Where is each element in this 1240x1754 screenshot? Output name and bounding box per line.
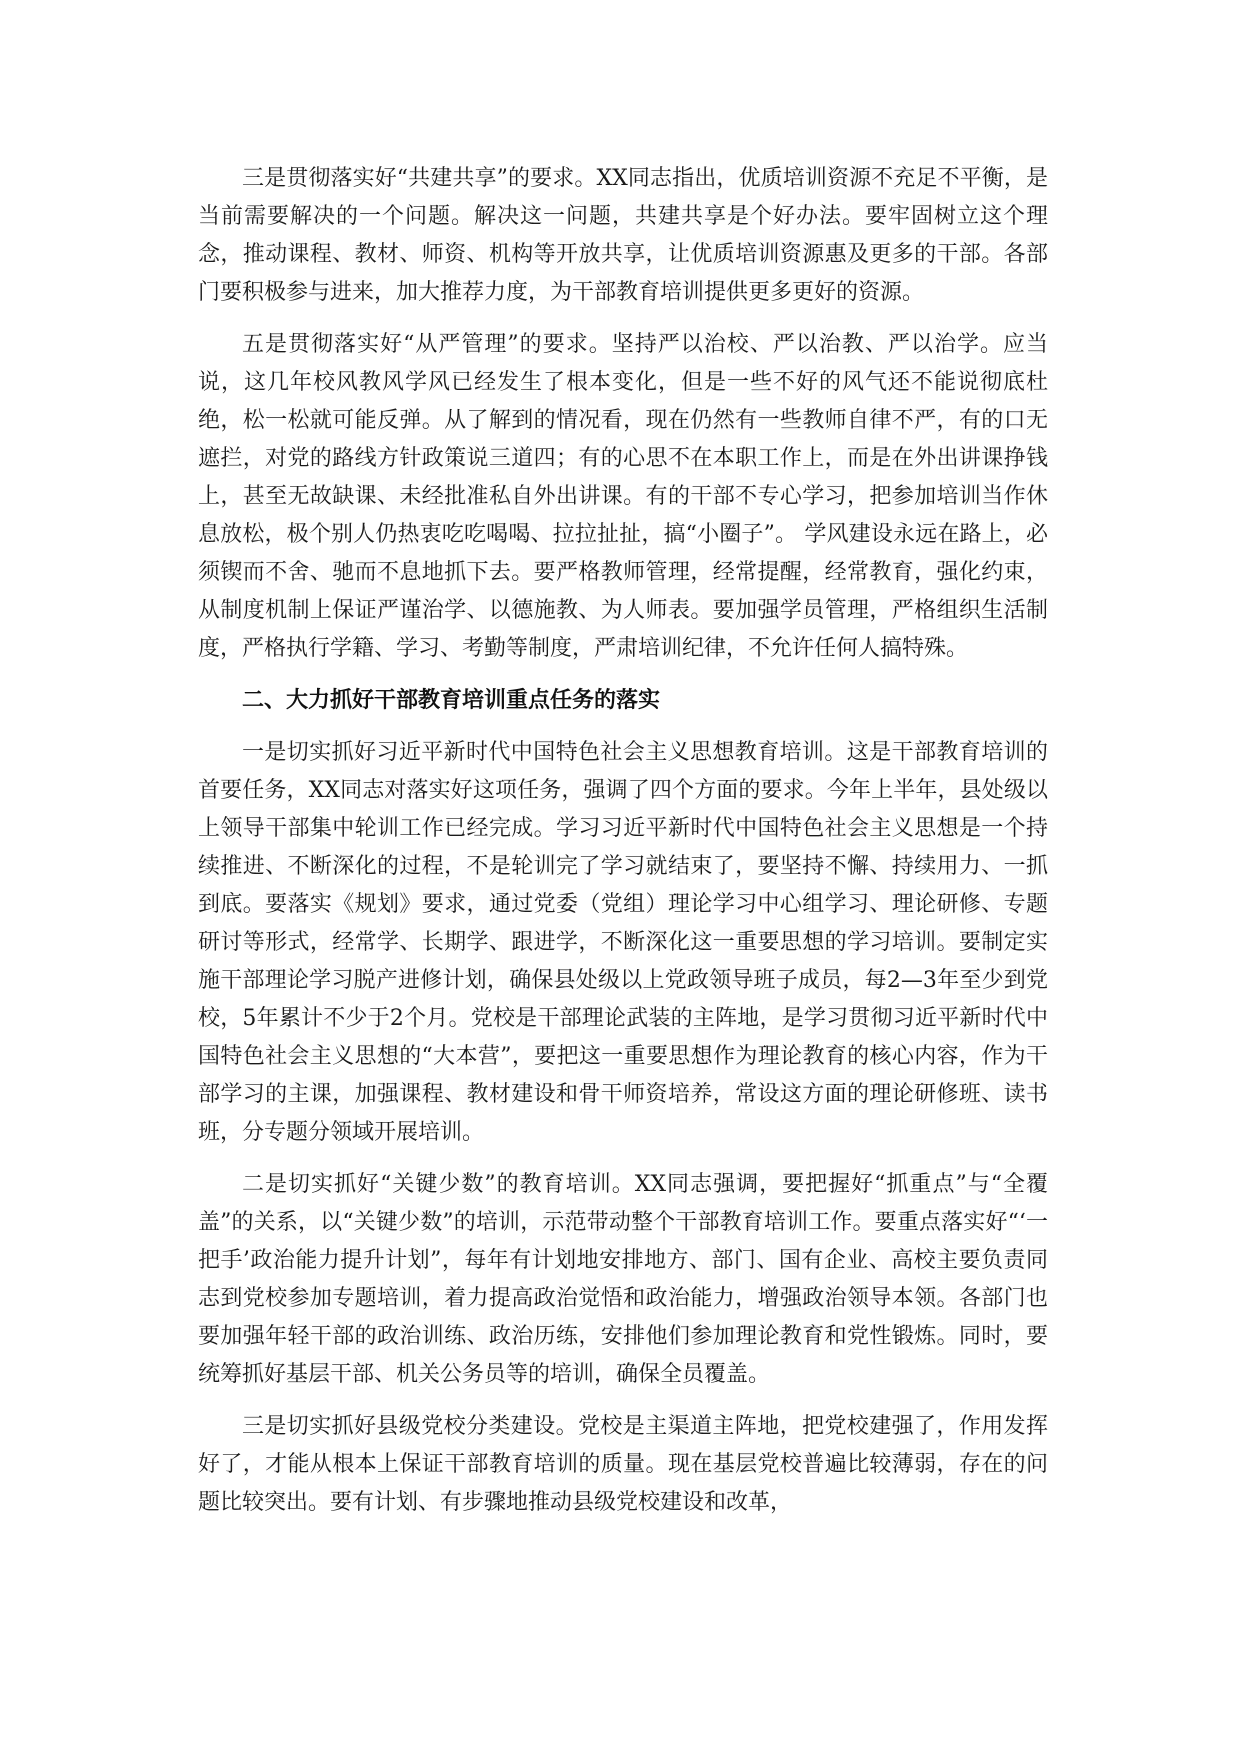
paragraph-thought-training: 一是切实抓好习近平新时代中国特色社会主义思想教育培训。这是干部教育培训的首要任务，XX同志对落实好这项任务，强调了四个方面的要求。今年上半年，县处级以上领导干部集中轮训工作已经完成。学习习近平新时代中国特色社会主义思想是一个持续推进、不断深化的过程，不是轮训完了学习就结束了，要坚持不懈、持续用力、一抓到底。要落实《规划》要求，通过党委（党组）理论学习中心组学习、理论研修、专题研讨等形式，经常学、长期学、跟进学，不断深化这一重要思想的学习培训。要制定实施干部理论学习脱产进修计划，确保县处级以上党政领导班子成员，每2—3年至少到党校，5年累计不少于2个月。党校是干部理论武装的主阵地，是学习贯彻习近平新时代中国特色社会主义思想的“大本营”，要把这一重要思想作为理论教育的核心内容，作为干部学习的主课，加强课程、教材建设和骨干师资培养，常设这方面的理论研修班、读书班，分专题分领域开展培训。 [198,740,1048,1145]
paragraph-strict-management: 五是贯彻落实好“从严管理”的要求。坚持严以治校、严以治教、严以治学。应当说，这几年校风教风学风已经发生了根本变化，但是一些不好的风气还不能说彻底杜绝，松一松就可能反弹。从了解到的情况看，现在仍然有一些教师自律不严，有的口无遮拦，对党的路线方针政策说三道四；有的心思不在本职工作上，而是在外出讲课挣钱上，甚至无故缺课、未经批准私自外出讲课。有的干部不专心学习，把参加培训当作休息放松，极个别人仍热衷吃吃喝喝、拉拉扯扯，搞“小圈子”。 学风建设永远在路上，必须锲而不舍、驰而不息地抓下去。要严格教师管理，经常提醒，经常教育，强化约束，从制度机制上保证严谨治学、以德施教、为人师表。要加强学员管理，严格组织生活制度，严格执行学籍、学习、考勤等制度，严肃培训纪律，不允许任何人搞特殊。 [198,332,1048,661]
paragraph-shared-resources: 三是贯彻落实好“共建共享”的要求。XX同志指出，优质培训资源不充足不平衡，是当前需要解决的一个问题。解决这一问题，共建共享是个好办法。要牢固树立这个理念，推动课程、教材、师资、机构等开放共享，让优质培训资源惠及更多的干部。各部门要积极参与进来，加大推荐力度，为干部教育培训提供更多更好的资源。 [198,166,1048,305]
document-body [198,160,1048,1536]
section-heading: 二、大力抓好干部教育培训重点任务的落实 [242,688,661,713]
paragraph-key-minority: 二是切实抓好“关键少数”的教育培训。XX同志强调，要把握好“抓重点”与“全覆盖”的关系，以“关键少数”的培训，示范带动整个干部教育培训工作。要重点落实好“‘一把手’政治能力提升计划”，每年有计划地安排地方、部门、国有企业、高校主要负责同志到党校参加专题培训，着力提高政治觉悟和政治能力，增强政治领导本领。各部门也要加强年轻干部的政治训练、政治历练，安排他们参加理论教育和党性锻炼。同时，要统筹抓好基层干部、机关公务员等的培训，确保全员覆盖。 [198,1172,1048,1387]
paragraph-county-party-school: 三是切实抓好县级党校分类建设。党校是主渠道主阵地，把党校建强了，作用发挥好了，才能从根本上保证干部教育培训的质量。现在基层党校普遍比较薄弱，存在的问题比较突出。要有计划、有步骤地推动县级党校建设和改革， [198,1414,1048,1515]
